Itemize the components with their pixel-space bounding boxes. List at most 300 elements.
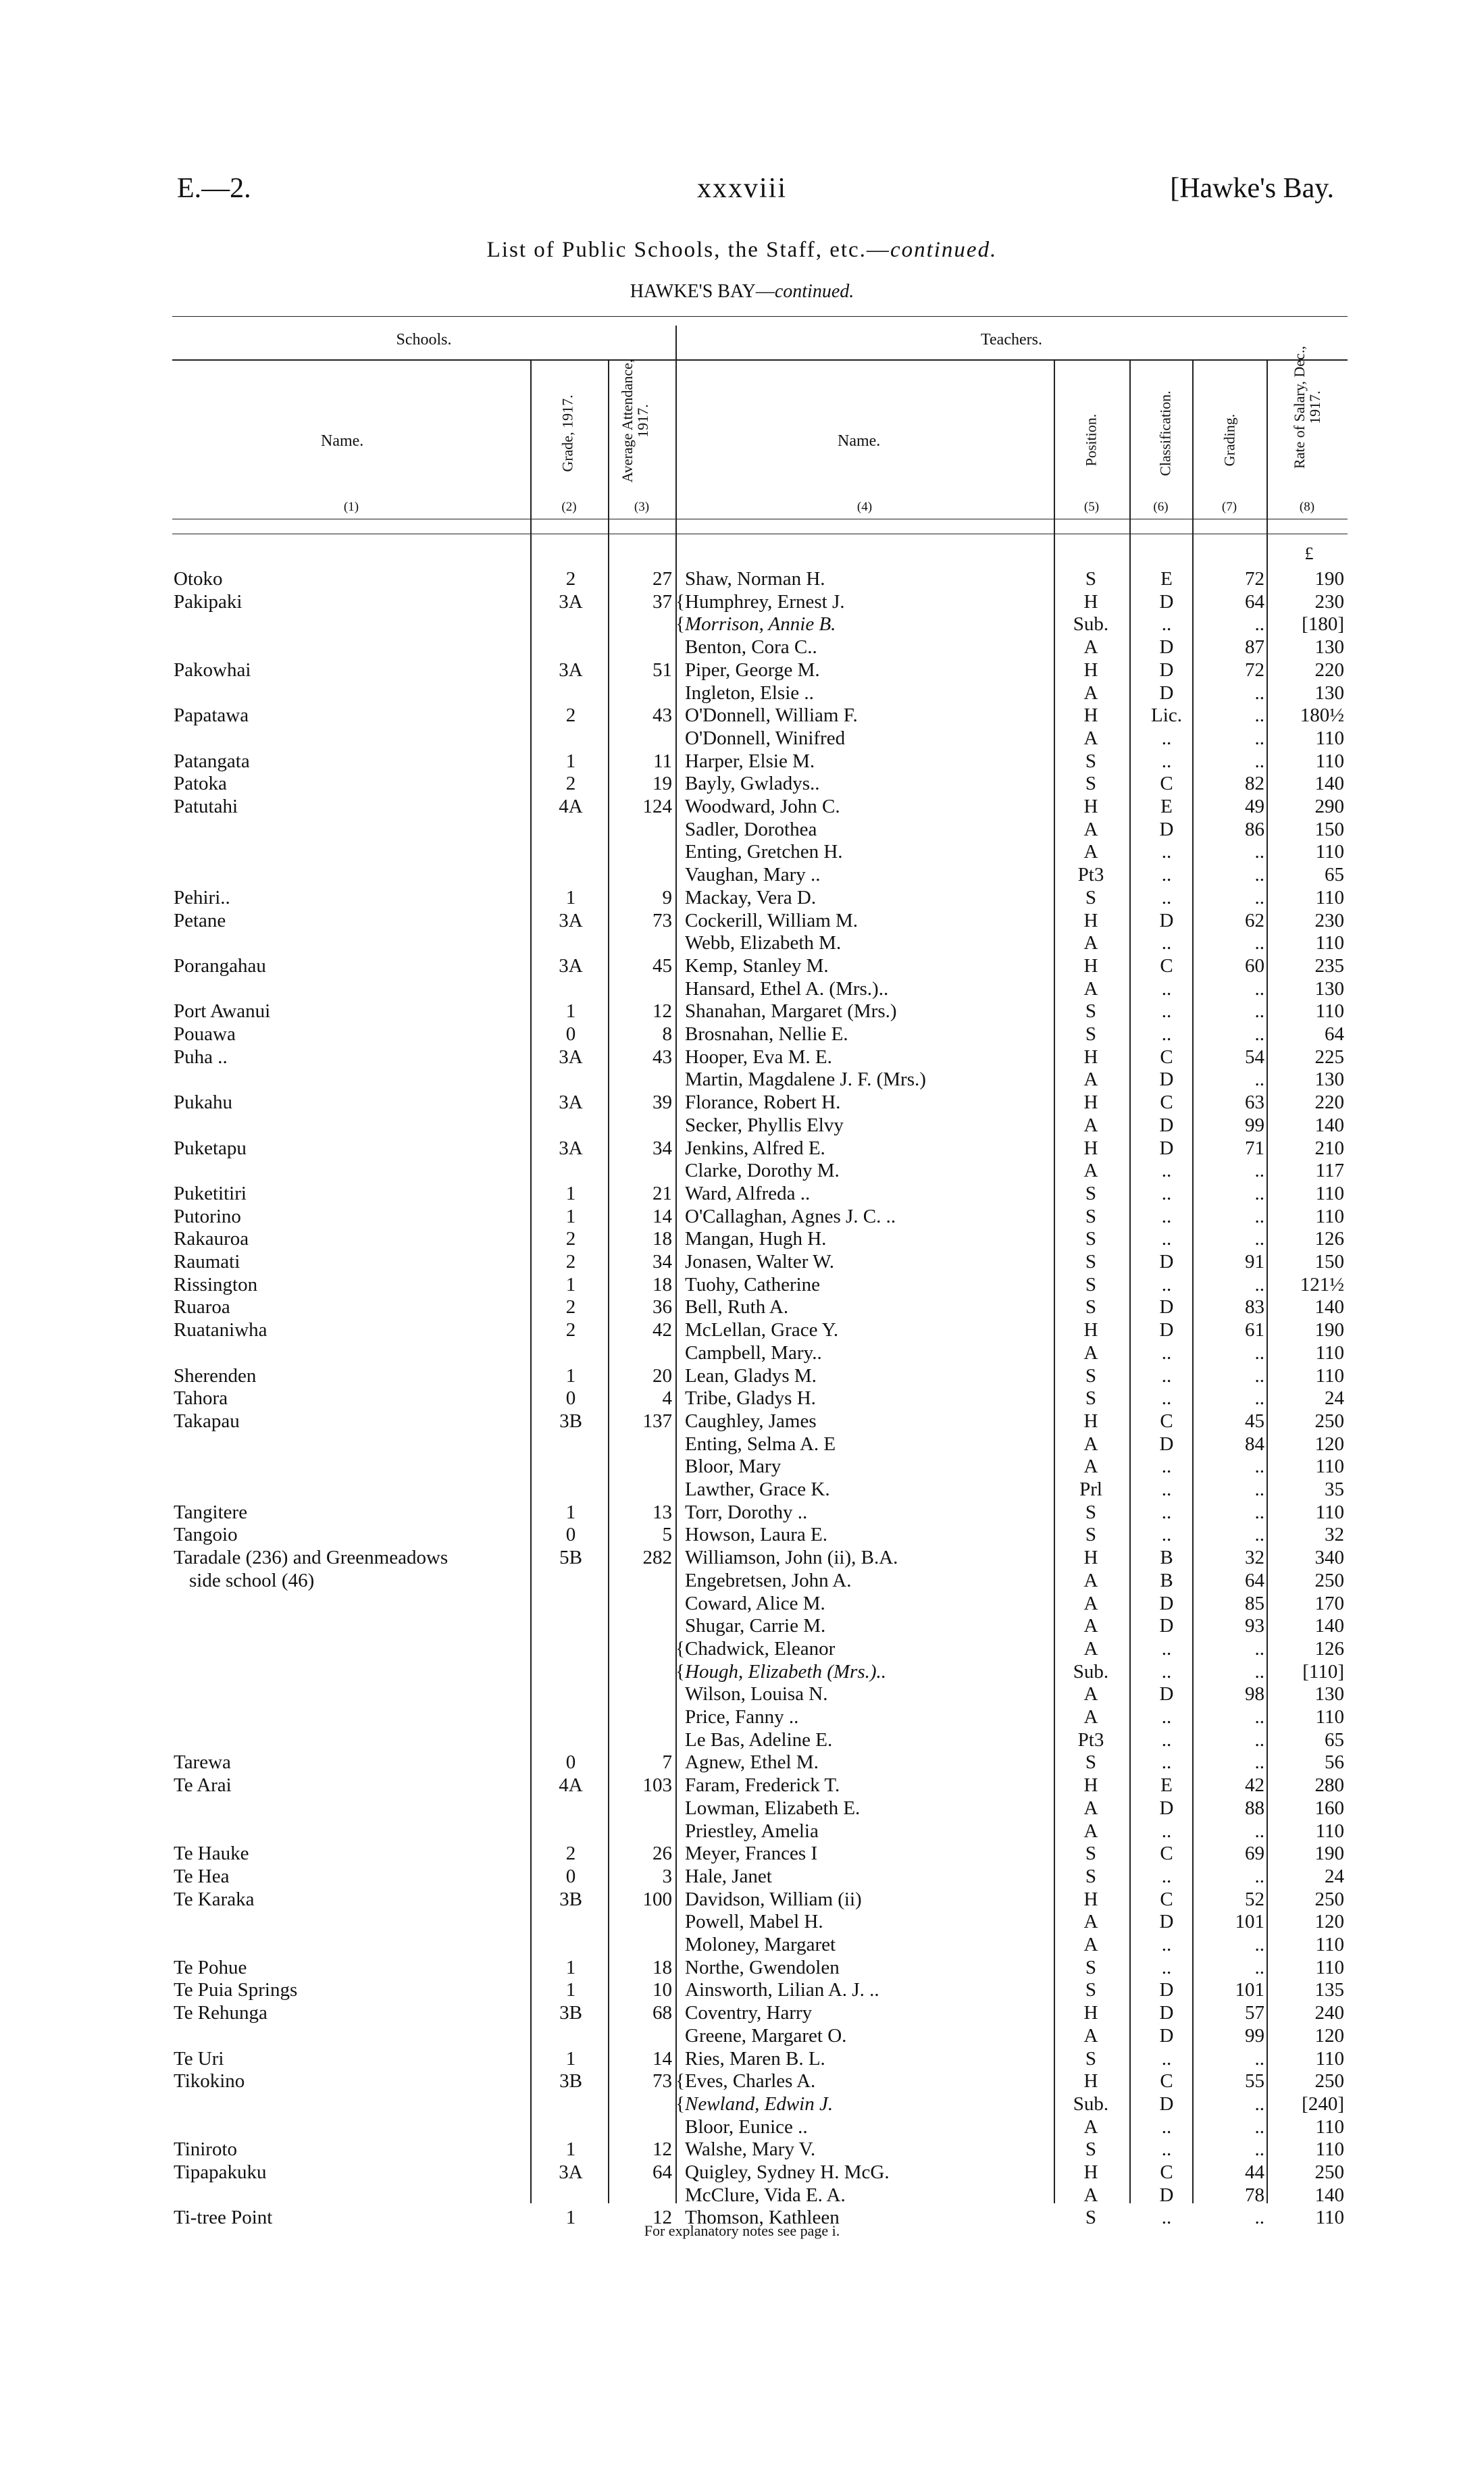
school-name: Te Pohue <box>174 1956 247 1978</box>
school-grade: 3A <box>559 659 583 681</box>
teacher-position: S <box>1085 1956 1097 1978</box>
teacher-name: McLellan, Grace Y. <box>685 1319 839 1341</box>
school-name: Rakauroa <box>174 1228 249 1250</box>
table-row <box>0 1592 1484 1615</box>
teacher-salary: 140 <box>1314 1615 1344 1637</box>
school-attendance: 43 <box>653 1046 672 1068</box>
table-row <box>0 1023 1484 1046</box>
table-row <box>0 1000 1484 1023</box>
school-attendance: 34 <box>653 1137 672 1159</box>
teacher-grading: 98 <box>1245 1683 1264 1705</box>
teacher-salary: 220 <box>1314 1092 1344 1114</box>
teacher-classification: C <box>1160 1046 1173 1068</box>
teacher-name: Benton, Cora C.. <box>685 636 817 659</box>
school-attendance: 73 <box>653 909 672 931</box>
table-row <box>0 2024 1484 2047</box>
school-attendance: 103 <box>642 1774 672 1797</box>
school-attendance: 18 <box>653 1228 672 1250</box>
teacher-classification: D <box>1159 909 1174 931</box>
teacher-grading: 72 <box>1245 568 1264 590</box>
teacher-grading: 71 <box>1245 1137 1264 1159</box>
teacher-position: H <box>1083 796 1098 817</box>
school-attendance: 26 <box>653 1843 672 1865</box>
teacher-name: Newland, Edwin J. <box>685 2093 834 2115</box>
school-name: Ruataniwha <box>174 1319 267 1341</box>
teacher-classification: .. <box>1161 1637 1172 1660</box>
teacher-salary: 240 <box>1314 2002 1344 2024</box>
teacher-grading: 101 <box>1235 1979 1264 2001</box>
teacher-name: Ainsworth, Lilian A. J. .. <box>685 1979 879 2001</box>
teacher-grading: .. <box>1254 727 1264 749</box>
table-row <box>0 659 1484 682</box>
teacher-name: Williamson, John (ii), B.A. <box>685 1547 898 1569</box>
teacher-classification: D <box>1159 1137 1174 1159</box>
teacher-grading: 72 <box>1245 659 1264 681</box>
teacher-name: Kemp, Stanley M. <box>685 954 829 977</box>
teacher-classification: .. <box>1161 1023 1172 1045</box>
table-row <box>0 1137 1484 1160</box>
teacher-position: A <box>1083 1820 1098 1842</box>
teacher-grading: 84 <box>1245 1433 1264 1455</box>
school-name: Rissington <box>174 1273 258 1295</box>
teacher-position: A <box>1083 1911 1098 1933</box>
teacher-grading: 55 <box>1245 2070 1264 2093</box>
teacher-grading: .. <box>1254 1820 1264 1842</box>
teacher-name: Ward, Alfreda .. <box>685 1182 811 1204</box>
table-row <box>0 2115 1484 2138</box>
teacher-classification: .. <box>1161 1956 1172 1978</box>
table-row <box>0 1410 1484 1433</box>
teacher-classification: D <box>1159 1979 1174 2001</box>
teacher-grading: .. <box>1254 1387 1264 1410</box>
teacher-name: Hansard, Ethel A. (Mrs.).. <box>685 977 889 1000</box>
school-attendance: 282 <box>642 1547 672 1569</box>
teacher-grading: 82 <box>1245 773 1264 795</box>
school-name: Pakowhai <box>174 659 251 681</box>
teacher-grading: .. <box>1254 1182 1264 1204</box>
teacher-grading: .. <box>1254 1706 1264 1728</box>
teacher-name: Humphrey, Ernest J. <box>685 590 845 613</box>
table-row <box>0 1865 1484 1888</box>
teacher-classification: D <box>1159 1911 1174 1933</box>
school-name: Tikokino <box>174 2070 245 2093</box>
teacher-salary: 110 <box>1315 1820 1344 1842</box>
teacher-position: Sub. <box>1073 2093 1109 2115</box>
teacher-grading: .. <box>1254 1660 1264 1683</box>
table-row <box>0 1295 1484 1318</box>
teacher-classification: .. <box>1161 2207 1172 2229</box>
teacher-grading: 93 <box>1245 1615 1264 1637</box>
school-name: Tarewa <box>174 1751 231 1774</box>
teacher-salary: 126 <box>1314 1637 1344 1660</box>
table-row <box>0 772 1484 795</box>
colnum-7: (7) <box>1221 500 1237 514</box>
teacher-position: A <box>1083 818 1098 840</box>
teacher-salary: 250 <box>1314 1569 1344 1591</box>
table-row <box>0 1091 1484 1114</box>
table-row <box>0 909 1484 932</box>
teacher-brace: { <box>675 1637 685 1660</box>
table-row <box>0 613 1484 636</box>
teacher-grading: .. <box>1254 613 1264 636</box>
teacher-grading: 101 <box>1235 1911 1264 1933</box>
teacher-classification: .. <box>1161 1364 1172 1387</box>
teacher-salary: 110 <box>1315 2138 1344 2161</box>
teacher-grading: .. <box>1254 704 1264 727</box>
teacher-salary: 250 <box>1314 1888 1344 1910</box>
teacher-name: O'Callaghan, Agnes J. C. .. <box>685 1205 896 1227</box>
school-attendance: 51 <box>653 659 672 681</box>
teacher-classification: D <box>1159 1592 1174 1614</box>
school-name: Papatawa <box>174 704 249 727</box>
teacher-classification: D <box>1159 1797 1174 1819</box>
teacher-name: Coventry, Harry <box>685 2002 813 2024</box>
teacher-grading: .. <box>1254 1751 1264 1774</box>
school-grade: 4A <box>559 796 583 817</box>
teacher-classification: .. <box>1161 1660 1172 1683</box>
school-name: Tipapakuku <box>174 2161 267 2183</box>
col-grading: Grading. <box>1221 413 1238 467</box>
teacher-salary: 32 <box>1325 1524 1344 1546</box>
school-name: Pouawa <box>174 1023 236 1045</box>
school-grade: 3B <box>559 2070 582 2093</box>
table-row <box>0 567 1484 590</box>
school-grade: 3B <box>559 2002 582 2024</box>
school-grade: 3A <box>559 1137 583 1159</box>
school-name: Porangahau <box>174 954 266 977</box>
teacher-name: Clarke, Dorothy M. <box>685 1160 840 1182</box>
teacher-salary: 65 <box>1325 1728 1344 1751</box>
school-name: Pehiri.. <box>174 886 230 908</box>
teacher-salary: 130 <box>1314 977 1344 1000</box>
teacher-grading: .. <box>1254 886 1264 908</box>
school-attendance: 36 <box>653 1296 672 1318</box>
school-grade: 1 <box>565 1000 576 1023</box>
teacher-name: Faram, Frederick T. <box>685 1774 840 1797</box>
teacher-salary: 120 <box>1314 1433 1344 1455</box>
teacher-salary: 280 <box>1314 1774 1344 1797</box>
table-row <box>0 1569 1484 1592</box>
school-attendance: 27 <box>653 568 672 590</box>
table-row <box>0 1250 1484 1273</box>
teacher-salary: 110 <box>1315 841 1344 863</box>
teacher-name: Ingleton, Elsie .. <box>685 682 814 704</box>
teacher-grading: 60 <box>1245 954 1264 977</box>
table-row <box>0 931 1484 954</box>
teacher-salary: 110 <box>1315 1182 1344 1204</box>
teacher-name: Florance, Robert H. <box>685 1092 841 1114</box>
school-grade: 1 <box>565 1956 576 1978</box>
teacher-classification: .. <box>1161 1341 1172 1364</box>
teacher-grading: .. <box>1254 977 1264 1000</box>
teacher-name: Northe, Gwendolen <box>685 1956 840 1978</box>
school-grade: 1 <box>565 2047 576 2070</box>
teacher-name: Tuohy, Catherine <box>685 1273 821 1295</box>
teacher-classification: .. <box>1161 1160 1172 1182</box>
teacher-name: Mangan, Hugh H. <box>685 1228 827 1250</box>
teacher-salary: 110 <box>1315 727 1344 749</box>
group-schools: Schools. <box>396 331 452 349</box>
teacher-classification: D <box>1159 1615 1174 1637</box>
teacher-position: A <box>1083 1069 1098 1091</box>
teacher-name: Agnew, Ethel M. <box>685 1751 819 1774</box>
table-row <box>0 1774 1484 1797</box>
teacher-grading: 32 <box>1245 1547 1264 1569</box>
teacher-position: A <box>1083 1456 1098 1478</box>
school-name: Te Karaka <box>174 1888 255 1910</box>
teacher-salary: 230 <box>1314 590 1344 613</box>
teacher-salary: 140 <box>1314 1114 1344 1136</box>
teacher-classification: D <box>1159 590 1174 613</box>
teacher-salary: 150 <box>1314 818 1344 840</box>
teacher-position: A <box>1083 932 1098 954</box>
school-attendance: 43 <box>653 704 672 727</box>
school-name: Patutahi <box>174 796 238 817</box>
teacher-classification: C <box>1160 1843 1173 1865</box>
table-row <box>0 2138 1484 2161</box>
teacher-position: S <box>1085 1524 1097 1546</box>
teacher-grading: .. <box>1254 1023 1264 1045</box>
teacher-position: S <box>1085 1387 1097 1410</box>
teacher-grading: 44 <box>1245 2161 1264 2183</box>
teacher-classification: C <box>1160 1092 1173 1114</box>
teacher-position: H <box>1083 909 1098 931</box>
school-grade: 1 <box>565 1182 576 1204</box>
teacher-name: Campbell, Mary.. <box>685 1341 822 1364</box>
school-attendance: 137 <box>642 1410 672 1432</box>
teacher-grading: 63 <box>1245 1092 1264 1114</box>
teacher-grading: 61 <box>1245 1319 1264 1341</box>
school-name: Otoko <box>174 568 223 590</box>
teacher-classification: .. <box>1161 1820 1172 1842</box>
teacher-grading: .. <box>1254 1934 1264 1955</box>
teacher-grading: .. <box>1254 1865 1264 1887</box>
teacher-name: Davidson, William (ii) <box>685 1888 862 1910</box>
school-name: Putorino <box>174 1205 241 1227</box>
table-row <box>0 1433 1484 1456</box>
teacher-position: S <box>1085 750 1097 772</box>
teacher-grading: 99 <box>1245 2024 1264 2047</box>
table-row <box>0 795 1484 818</box>
school-attendance: 18 <box>653 1273 672 1295</box>
page-ref: E.—2. <box>177 173 251 204</box>
teacher-grading: 91 <box>1245 1251 1264 1273</box>
teacher-classification: .. <box>1161 750 1172 772</box>
table-row <box>0 2047 1484 2070</box>
teacher-classification: .. <box>1161 2138 1172 2161</box>
school-attendance: 11 <box>653 750 672 772</box>
col-attendance: Average Attendance, 1917. <box>618 359 651 483</box>
teacher-position: S <box>1085 1501 1097 1523</box>
school-attendance: 8 <box>662 1023 672 1045</box>
teacher-salary: 110 <box>1315 1341 1344 1364</box>
school-name: Sherenden <box>174 1364 257 1387</box>
teacher-name: Coward, Alice M. <box>685 1592 825 1614</box>
table-row <box>0 750 1484 773</box>
school-name: side school (46) <box>189 1569 315 1591</box>
teacher-position: A <box>1083 1592 1098 1614</box>
table-row <box>0 2161 1484 2184</box>
teacher-grading: 54 <box>1245 1046 1264 1068</box>
teacher-salary: 110 <box>1315 750 1344 772</box>
teacher-position: A <box>1083 841 1098 863</box>
teacher-name: Torr, Dorothy .. <box>685 1501 808 1523</box>
teacher-classification: .. <box>1161 1706 1172 1728</box>
table-row <box>0 954 1484 977</box>
teacher-name: Lean, Gladys M. <box>685 1364 817 1387</box>
teacher-salary: 120 <box>1314 1911 1344 1933</box>
teacher-grading: 52 <box>1245 1888 1264 1910</box>
col-salary: Rate of Salary, Dec., 1917. <box>1290 346 1323 469</box>
teacher-salary: 250 <box>1314 1410 1344 1432</box>
teacher-name: Lawther, Grace K. <box>685 1479 830 1500</box>
teacher-brace: { <box>675 2093 685 2115</box>
table-row <box>0 1820 1484 1843</box>
teacher-salary: [110] <box>1302 1660 1344 1683</box>
teacher-position: A <box>1083 682 1098 704</box>
school-attendance: 5 <box>662 1524 672 1546</box>
table-row <box>0 1182 1484 1205</box>
school-attendance: 9 <box>662 886 672 908</box>
teacher-name: Piper, George M. <box>685 659 820 681</box>
teacher-salary: 130 <box>1314 1683 1344 1705</box>
teacher-grading: .. <box>1254 1956 1264 1978</box>
table-row <box>0 1614 1484 1637</box>
school-grade: 3A <box>559 954 583 977</box>
teacher-position: H <box>1083 1774 1098 1797</box>
school-grade: 1 <box>565 2138 576 2161</box>
school-grade: 1 <box>565 886 576 908</box>
teacher-salary: 140 <box>1314 773 1344 795</box>
teacher-name: Martin, Magdalene J. F. (Mrs.) <box>685 1069 926 1091</box>
teacher-grading: .. <box>1254 1364 1264 1387</box>
table-row <box>0 1637 1484 1660</box>
teacher-position: S <box>1085 568 1097 590</box>
school-name: Puketapu <box>174 1137 247 1159</box>
teacher-grading: 87 <box>1245 636 1264 659</box>
teacher-grading: .. <box>1254 2138 1264 2161</box>
table-row <box>0 590 1484 613</box>
school-grade: 2 <box>565 1296 576 1318</box>
school-attendance: 12 <box>653 2207 672 2229</box>
teacher-name: O'Donnell, William F. <box>685 704 858 727</box>
teacher-classification: D <box>1159 659 1174 681</box>
colnum-4: (4) <box>856 500 873 514</box>
teacher-grading: .. <box>1254 1524 1264 1546</box>
teacher-classification: .. <box>1161 841 1172 863</box>
school-name: Takapau <box>174 1410 240 1432</box>
teacher-grading: .. <box>1254 2115 1264 2138</box>
table-row <box>0 1455 1484 1478</box>
teacher-salary: 120 <box>1314 2024 1344 2047</box>
teacher-grading: .. <box>1254 1728 1264 1751</box>
table-row <box>0 840 1484 863</box>
teacher-classification: D <box>1159 636 1174 659</box>
teacher-name: Engebretsen, John A. <box>685 1569 852 1591</box>
teacher-classification: .. <box>1161 1182 1172 1204</box>
teacher-name: Hale, Janet <box>685 1865 772 1887</box>
teacher-grading: 85 <box>1245 1592 1264 1614</box>
school-grade: 2 <box>565 1228 576 1250</box>
school-grade: 2 <box>565 773 576 795</box>
table-row <box>0 1910 1484 1933</box>
teacher-name: O'Donnell, Winifred <box>685 727 846 749</box>
school-name: Taradale (236) and Greenmeadows <box>174 1547 449 1569</box>
teacher-classification: D <box>1159 1251 1174 1273</box>
teacher-salary: 110 <box>1315 1956 1344 1978</box>
teacher-grading: .. <box>1254 1456 1264 1478</box>
school-attendance: 10 <box>653 1979 672 2001</box>
teacher-name: Bell, Ruth A. <box>685 1296 789 1318</box>
school-grade: 0 <box>565 1865 576 1887</box>
teacher-grading: .. <box>1254 1341 1264 1364</box>
school-name: Pukahu <box>174 1092 232 1114</box>
teacher-classification: .. <box>1161 1273 1172 1295</box>
teacher-position: A <box>1083 1114 1098 1136</box>
teacher-name: Walshe, Mary V. <box>685 2138 816 2161</box>
table-row <box>0 1660 1484 1683</box>
teacher-classification: C <box>1160 2070 1173 2093</box>
teacher-position: A <box>1083 1934 1098 1955</box>
table-row <box>0 1341 1484 1364</box>
teacher-name: Moloney, Margaret <box>685 1934 836 1955</box>
teacher-grading: .. <box>1254 1160 1264 1182</box>
school-name: Tahora <box>174 1387 228 1410</box>
teacher-position: A <box>1083 977 1098 1000</box>
table-row <box>0 1956 1484 1979</box>
teacher-classification: .. <box>1161 1000 1172 1023</box>
teacher-classification: C <box>1160 773 1173 795</box>
table-row <box>0 1205 1484 1228</box>
teacher-classification: .. <box>1161 1524 1172 1546</box>
teacher-position: S <box>1085 1751 1097 1774</box>
teacher-grading: .. <box>1254 1637 1264 1660</box>
teacher-classification: .. <box>1161 1728 1172 1751</box>
school-name: Puketitiri <box>174 1182 247 1204</box>
table-row <box>0 1114 1484 1137</box>
school-attendance: 100 <box>642 1888 672 1910</box>
rule-top <box>172 316 1348 317</box>
teacher-classification: D <box>1159 2184 1174 2206</box>
school-grade: 3B <box>559 1888 582 1910</box>
teacher-grading: 45 <box>1245 1410 1264 1432</box>
teacher-grading: .. <box>1254 1479 1264 1500</box>
teacher-salary: 24 <box>1325 1387 1344 1410</box>
teacher-name: Meyer, Frances I <box>685 1843 818 1865</box>
table-row <box>0 727 1484 750</box>
teacher-grading: .. <box>1254 2207 1264 2229</box>
teacher-position: A <box>1083 1683 1098 1705</box>
teacher-salary: 250 <box>1314 2161 1344 2183</box>
table-row <box>0 1842 1484 1865</box>
teacher-position: Sub. <box>1073 613 1109 636</box>
school-grade: 0 <box>565 1751 576 1774</box>
teacher-position: S <box>1085 2047 1097 2070</box>
teacher-classification: B <box>1160 1547 1173 1569</box>
school-grade: 4A <box>559 1774 583 1797</box>
col-school-name: Name. <box>321 432 364 450</box>
teacher-salary: 110 <box>1315 1934 1344 1955</box>
teacher-name: Tribe, Gladys H. <box>685 1387 816 1410</box>
table-row <box>0 1728 1484 1751</box>
teacher-position: Sub. <box>1073 1660 1109 1683</box>
teacher-salary: 220 <box>1314 659 1344 681</box>
school-grade: 2 <box>565 568 576 590</box>
teacher-classification: .. <box>1161 2115 1172 2138</box>
teacher-classification: .. <box>1161 1456 1172 1478</box>
table-row <box>0 1978 1484 2001</box>
teacher-classification: B <box>1160 1569 1173 1591</box>
